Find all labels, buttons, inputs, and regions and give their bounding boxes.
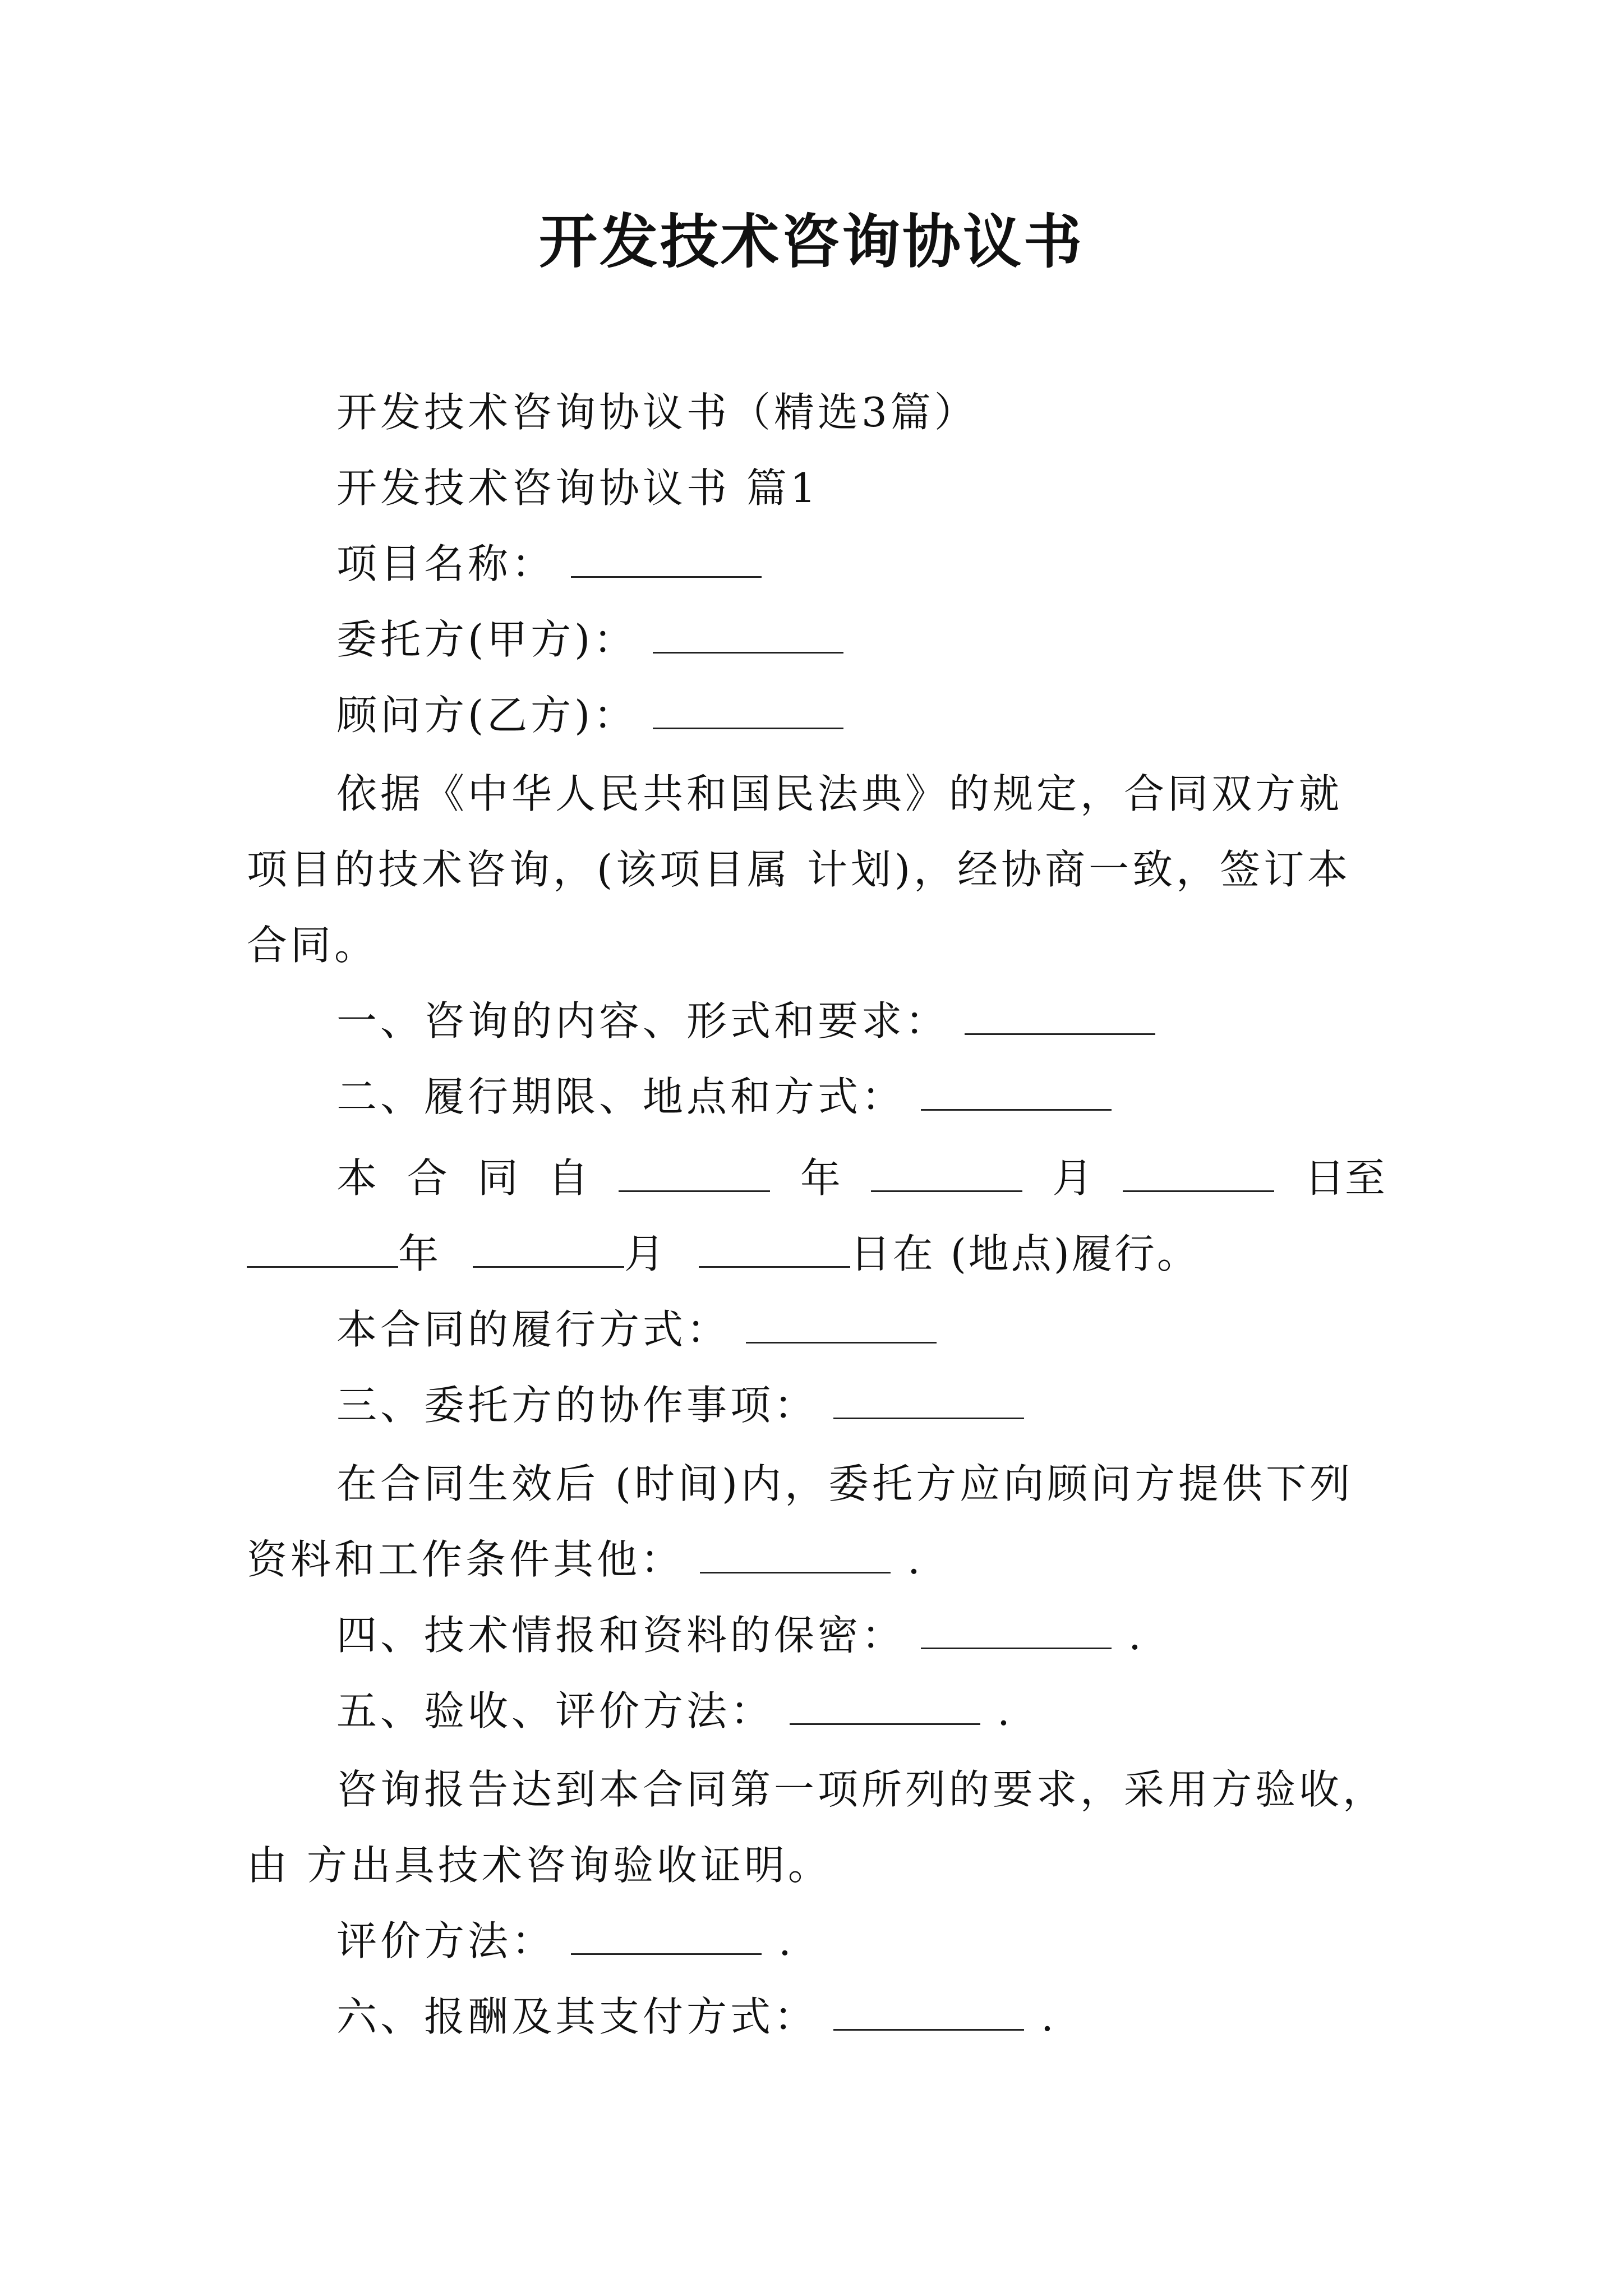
consultant-field <box>336 684 843 746</box>
paragraph-line: 由 方出具技术咨询验收证明。 <box>247 1842 832 1889</box>
materials-field <box>247 1529 924 1590</box>
client-field <box>336 609 843 670</box>
clause-5-label: 五、验收、评价方法： <box>336 1687 774 1734</box>
materials-label: 资料和工作条件其他： <box>247 1536 685 1583</box>
date-range-line-2 <box>247 1223 1200 1285</box>
date-text: 日至 <box>1304 1154 1385 1202</box>
subtitle-line: 开发技术咨询协议书（精选3篇） <box>336 389 978 436</box>
clause-4 <box>336 1604 1145 1666</box>
section-heading: 开发技术咨询协议书 篇1 <box>336 464 819 512</box>
clause-2 <box>336 1066 1112 1128</box>
period: . <box>907 1536 924 1583</box>
materials-blank <box>700 1536 891 1573</box>
clause-6-label: 六、报酬及其支付方式： <box>336 1993 818 2040</box>
paragraph-line: 咨询报告达到本合同第一项所列的要求，采用方验收， <box>336 1766 1387 1813</box>
paragraph-line: 合同。 <box>247 922 379 969</box>
clause-3-blank <box>833 1382 1024 1419</box>
evaluation-method <box>336 1910 795 1972</box>
date-range-line <box>336 1147 1385 1209</box>
period: . <box>1041 1993 1057 2040</box>
execution-method <box>336 1299 937 1360</box>
consultant-label: 顾问方(乙方)： <box>336 692 638 739</box>
paragraph-line: 在合同生效后 (时间)内，委托方应向顾问方提供下列 <box>336 1460 1354 1507</box>
evaluation-method-label: 评价方法： <box>336 1917 556 1964</box>
project-name-blank <box>571 540 762 578</box>
consultant-blank <box>653 692 843 729</box>
paragraph-line: 依据《中华人民共和国民法典》的规定，合同双方就 <box>336 770 1343 817</box>
date-text: 年 <box>398 1230 441 1277</box>
client-blank <box>653 616 843 654</box>
execution-method-blank <box>746 1306 937 1343</box>
date-text: 合 <box>407 1154 448 1202</box>
clause-5 <box>336 1680 1013 1742</box>
clause-4-label: 四、技术情报和资料的保密： <box>336 1612 906 1659</box>
clause-2-label: 二、履行期限、地点和方式： <box>336 1073 906 1120</box>
date-text: 同 <box>477 1154 518 1202</box>
client-label: 委托方(甲方)： <box>336 616 638 663</box>
clause-5-blank <box>790 1687 980 1725</box>
clause-6-blank <box>833 1993 1024 2031</box>
period: . <box>778 1917 795 1964</box>
clause-4-blank <box>921 1612 1112 1649</box>
period: . <box>997 1687 1013 1734</box>
date-text: 年 <box>800 1154 841 1202</box>
execution-method-label: 本合同的履行方式： <box>336 1306 731 1353</box>
start-day-blank <box>1123 1154 1274 1192</box>
project-name-label: 项目名称： <box>336 540 556 587</box>
clause-1-label: 一、咨询的内容、形式和要求： <box>336 997 949 1045</box>
date-text: 日在 (地点)履行。 <box>850 1230 1200 1277</box>
end-month-blank <box>473 1230 624 1268</box>
start-year-blank <box>619 1154 770 1192</box>
evaluation-method-blank <box>571 1917 762 1955</box>
end-year-blank <box>247 1230 398 1268</box>
clause-1 <box>336 990 1155 1052</box>
clause-3-label: 三、委托方的协作事项： <box>336 1382 818 1429</box>
date-text: 月 <box>1052 1154 1093 1202</box>
clause-1-blank <box>965 997 1155 1035</box>
project-name-field <box>336 533 762 595</box>
date-text: 月 <box>624 1230 667 1277</box>
date-text: 自 <box>548 1154 589 1202</box>
date-text: 本 <box>336 1154 377 1202</box>
period: . <box>1128 1612 1145 1659</box>
end-day-blank <box>699 1230 850 1268</box>
paragraph-line: 项目的技术咨询，(该项目属 计划)，经协商一致，签订本 <box>247 846 1352 893</box>
start-month-blank <box>871 1154 1022 1192</box>
clause-3 <box>336 1374 1024 1436</box>
document-title: 开发技术咨询协议书 <box>538 207 1084 276</box>
clause-2-blank <box>921 1073 1112 1111</box>
clause-6 <box>336 1986 1057 2047</box>
